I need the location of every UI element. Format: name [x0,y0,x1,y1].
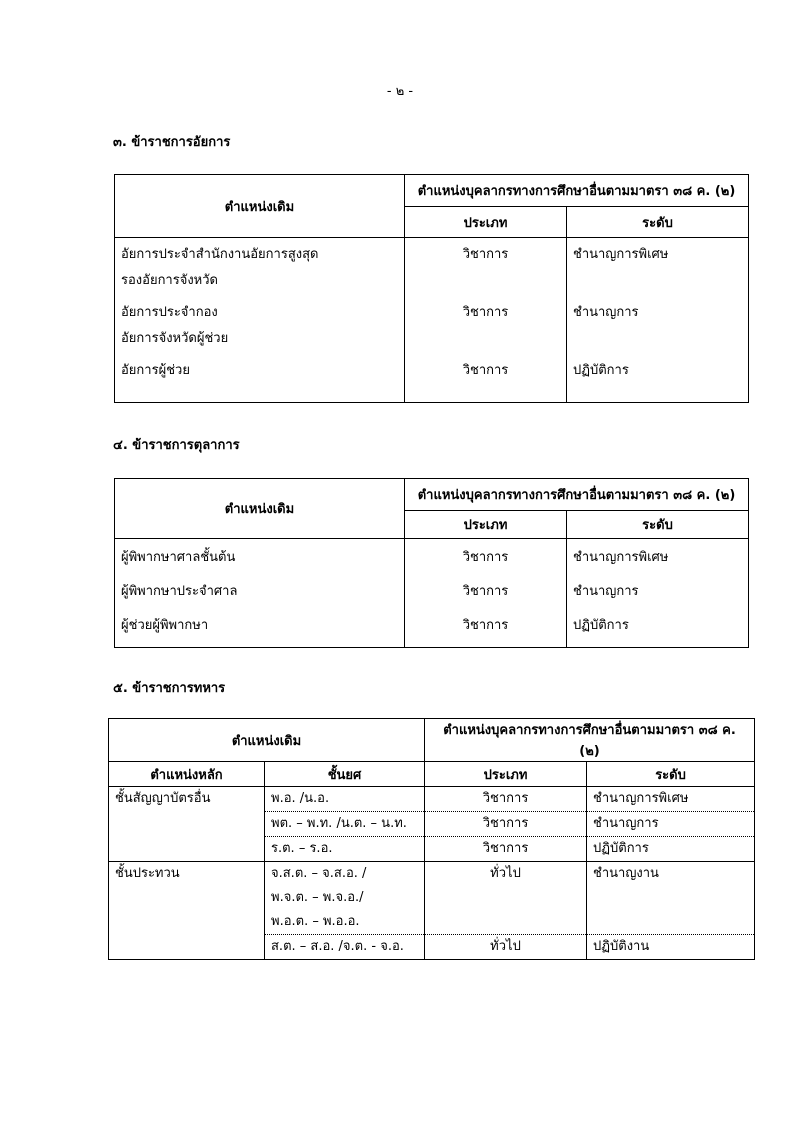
level-value: ชำนาญการ [573,584,639,599]
judicial-table [114,478,749,648]
position-line: ผู้ช่วยผู้พิพากษา [121,618,209,633]
header-position: ตำแหน่งเดิม [109,719,425,762]
type-cell: วิชาการ [425,812,587,837]
level-column [567,238,749,403]
level-value: ชำนาญการพิเศษ [573,550,669,565]
level-cell: ปฏิบัติงาน [587,935,755,960]
type-value: วิชาการ [462,363,509,378]
position-line: อัยการประจำสำนักงานอัยการสูงสุด [121,247,319,262]
type-column [405,238,567,403]
type-cell: วิชาการ [425,787,587,812]
table-row [109,862,755,935]
rank-cell [265,862,425,935]
type-value: วิชาการ [462,247,509,262]
type-cell: ทั่วไป [425,862,587,935]
level-cell: ชำนาญการพิเศษ [587,787,755,812]
position-line: อัยการประจำกอง [121,305,218,320]
position-line: อัยการจังหวัดผู้ช่วย [121,331,229,346]
header-position: ตำแหน่งเดิม [115,479,405,539]
type-value: วิชาการ [462,618,509,633]
header-level: ระดับ [587,762,755,787]
header-main-position: ตำแหน่งหลัก [109,762,265,787]
header-position: ตำแหน่งเดิม [115,175,405,238]
header-new-position: ตำแหน่งบุคลากรทางการศึกษาอื่นตามมาตรา ๓๘ ค. (๒) [405,175,749,207]
section3-heading: ๓. ข้าราชการอัยการ [113,135,231,150]
main-position-cell: ชั้นสัญญาบัตรอื่น [109,787,265,862]
position-line: อัยการผู้ช่วย [121,363,190,378]
rank-cell: ร.ต. – ร.อ. [265,837,425,862]
level-value: ปฏิบัติการ [573,618,629,633]
type-value: วิชาการ [462,305,509,320]
section5-heading: ๕. ข้าราชการทหาร [113,681,226,696]
rank-line: จ.ส.ต. – จ.ส.อ. / [271,866,367,881]
type-value: วิชาการ [462,584,509,599]
header-type: ประเภท [405,511,567,539]
position-column [115,539,405,648]
level-value: ชำนาญการพิเศษ [573,247,669,262]
type-cell: วิชาการ [425,837,587,862]
header-level: ระดับ [567,207,749,238]
level-value: ปฏิบัติการ [573,363,629,378]
table-row [109,787,755,812]
header-new-position: ตำแหน่งบุคลากรทางการศึกษาอื่นตามมาตรา ๓๘ ค. (๒) [405,479,749,511]
level-cell: ปฏิบัติการ [587,837,755,862]
header-level: ระดับ [567,511,749,539]
type-column [405,539,567,648]
position-column [115,238,405,403]
type-value: วิชาการ [462,550,509,565]
header-new-position: ตำแหน่งบุคลากรทางการศึกษาอื่นตามมาตรา ๓๘ ค. (๒) [425,719,755,762]
section4-heading: ๔. ข้าราชการตุลาการ [113,438,240,453]
military-table [108,718,755,960]
rank-line: พ.จ.ต. – พ.จ.อ./ [271,890,364,905]
type-cell: ทั่วไป [425,935,587,960]
level-cell: ชำนาญการ [587,812,755,837]
header-rank: ชั้นยศ [265,762,425,787]
position-line: ผู้พิพากษาประจำศาล [121,584,238,599]
header-type: ประเภท [425,762,587,787]
level-value: ชำนาญการ [573,305,639,320]
prosecutor-table [114,174,749,403]
rank-cell: พ.อ. /น.อ. [265,787,425,812]
position-line: ผู้พิพากษาศาลชั้นต้น [121,550,236,565]
level-cell: ชำนาญงาน [587,862,755,935]
header-type: ประเภท [405,207,567,238]
rank-line: พ.อ.ต. – พ.อ.อ. [271,914,360,929]
rank-cell: ส.ต. – ส.อ. /จ.ต. - จ.อ. [265,935,425,960]
level-column [567,539,749,648]
position-line: รองอัยการจังหวัด [121,273,218,288]
page-number: - ๒ - [386,84,414,99]
main-position-cell: ชั้นประทวน [109,862,265,960]
rank-cell: พต. – พ.ท. /น.ต. – น.ท. [265,812,425,837]
